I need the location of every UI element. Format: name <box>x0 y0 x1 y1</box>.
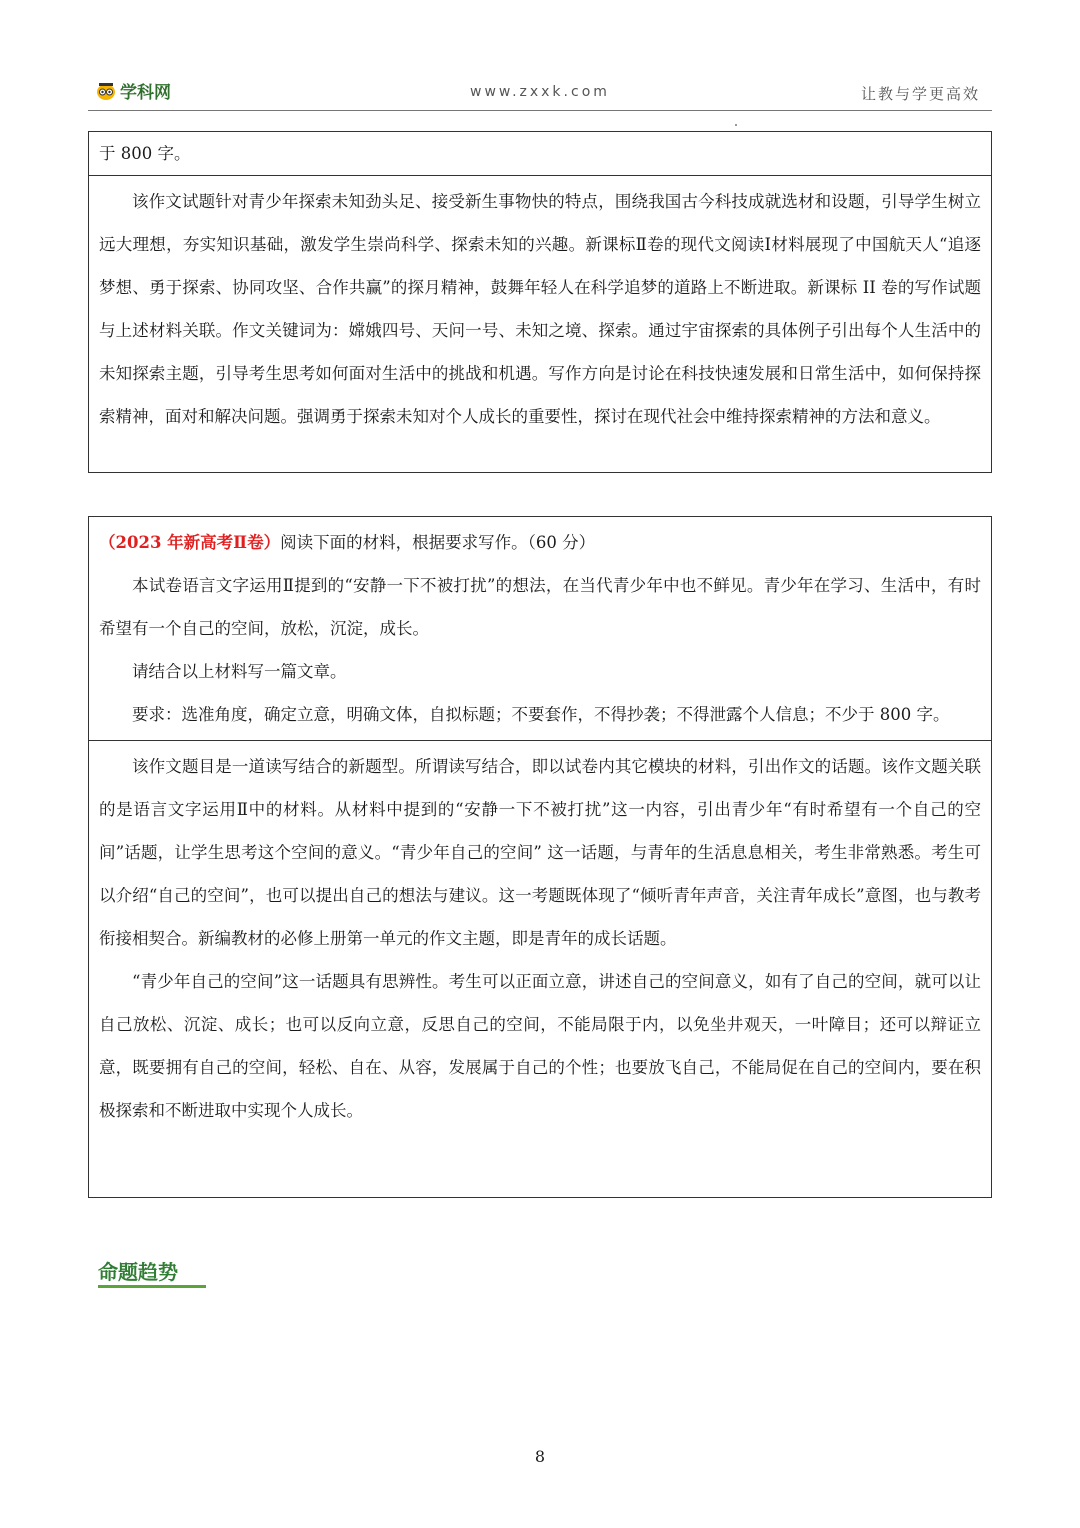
question-task: 请结合以上材料写一篇文章。 <box>132 662 347 681</box>
section-title-underline <box>98 1285 206 1288</box>
analysis-paragraph: 该作文试题针对青少年探索未知劲头足、接受新生事物快的特点，围绕我国古今科技成就选材和设题，引导学生树立远大理想，夯实知识基础，激发学生崇尚科学、探索未知的兴趣。新课标Ⅱ卷的现代文阅读Ⅰ材料展现了中国航天人“追逐梦想、勇于探索、协同攻坚、合作共赢”的探月精神，鼓舞年轻人在科学追梦的道路上不断进取。新课标 II 卷的写作试题与上述材料关联。作文关键词为：嫦娥四号、天问一号、未知之境、探索。通过宇宙探索的具体例子引出每个人生活中的未知探索主题，引导考生思考如何面对生活中的挑战和机遇。写作方向是讨论在科技快速发展和日常生活中，如何保持探索精神，面对和解决问题。强调勇于探索未知对个人成长的重要性，探讨在现代社会中维持探索精神的方法和意义。 <box>99 192 981 426</box>
question-material: 本试卷语言文字运用Ⅱ提到的“安静一下不被打扰”的想法，在当代青少年中也不鲜见。青少年在学习、生活中，有时希望有一个自己的空间，放松，沉淀，成长。 <box>99 576 981 638</box>
exam-question-table <box>88 516 992 1198</box>
analysis-paragraph: “青少年自己的空间”这一话题具有思辨性。考生可以正面立意，讲述自己的空间意义，如有了自己的空间，就可以让自己放松、沉淀、成长；也可以反向立意，反思自己的空间，不能局限于内，以免坐井观天，一叶障目；还可以辩证立意，既要拥有自己的空间，轻松、自在、从容，发展属于自己的个性；也要放飞自己，不能局促在自己的空间内，要在积极探索和不断进取中实现个人成长。 <box>99 972 981 1120</box>
section-title: 命题趋势 <box>98 1260 178 1284</box>
analysis-cell <box>89 741 991 1136</box>
question-header <box>99 521 981 564</box>
logo-text: 学科网 <box>120 83 171 103</box>
table-row <box>89 132 991 176</box>
requirement-tail: 于 800 字。 <box>99 144 191 163</box>
analysis-paragraph: 该作文题目是一道读写结合的新题型。所谓读写结合，即以试卷内其它模块的材料，引出作文的话题。该作文题关联的是语言文字运用Ⅱ中的材料。从材料中提到的“安静一下不被打扰”这一内容，引出青少年“有时希望有一个自己的空间”话题，让学生思考这个空间的意义。“青少年自己的空间” 这一话题，与青年的生活息息相关，考生非常熟悉。考生可以介绍“自己的空间”，也可以提出自己的想法与建议。这一考题既体现了“倾听青年声音，关注青年成长”意图，也与教考衔接相契合。新编教材的必修上册第一单元的作文主题，即是青年的成长话题。 <box>99 757 981 948</box>
question-requirements: 要求：选准角度，确定立意，明确文体，自拟标题；不要套作，不得抄袭；不得泄露个人信息；不少于 800 字。 <box>132 705 950 724</box>
stray-dot <box>735 124 737 126</box>
logo <box>96 78 171 103</box>
analysis-table-1 <box>88 131 992 473</box>
page-header <box>0 0 1080 120</box>
question-cell <box>89 517 991 741</box>
question-instruction: 阅读下面的材料，根据要求写作。（60 分） <box>280 533 596 552</box>
logo-owl-icon <box>96 81 116 101</box>
exam-source: （2023 年新高考Ⅱ卷） <box>99 533 281 552</box>
table-row <box>89 176 991 442</box>
page-number: 8 <box>534 1447 546 1466</box>
header-divider <box>88 110 992 111</box>
header-slogan: 让教与学更高效 <box>860 85 980 103</box>
site-url[interactable]: www.zxxk.com <box>470 84 610 100</box>
